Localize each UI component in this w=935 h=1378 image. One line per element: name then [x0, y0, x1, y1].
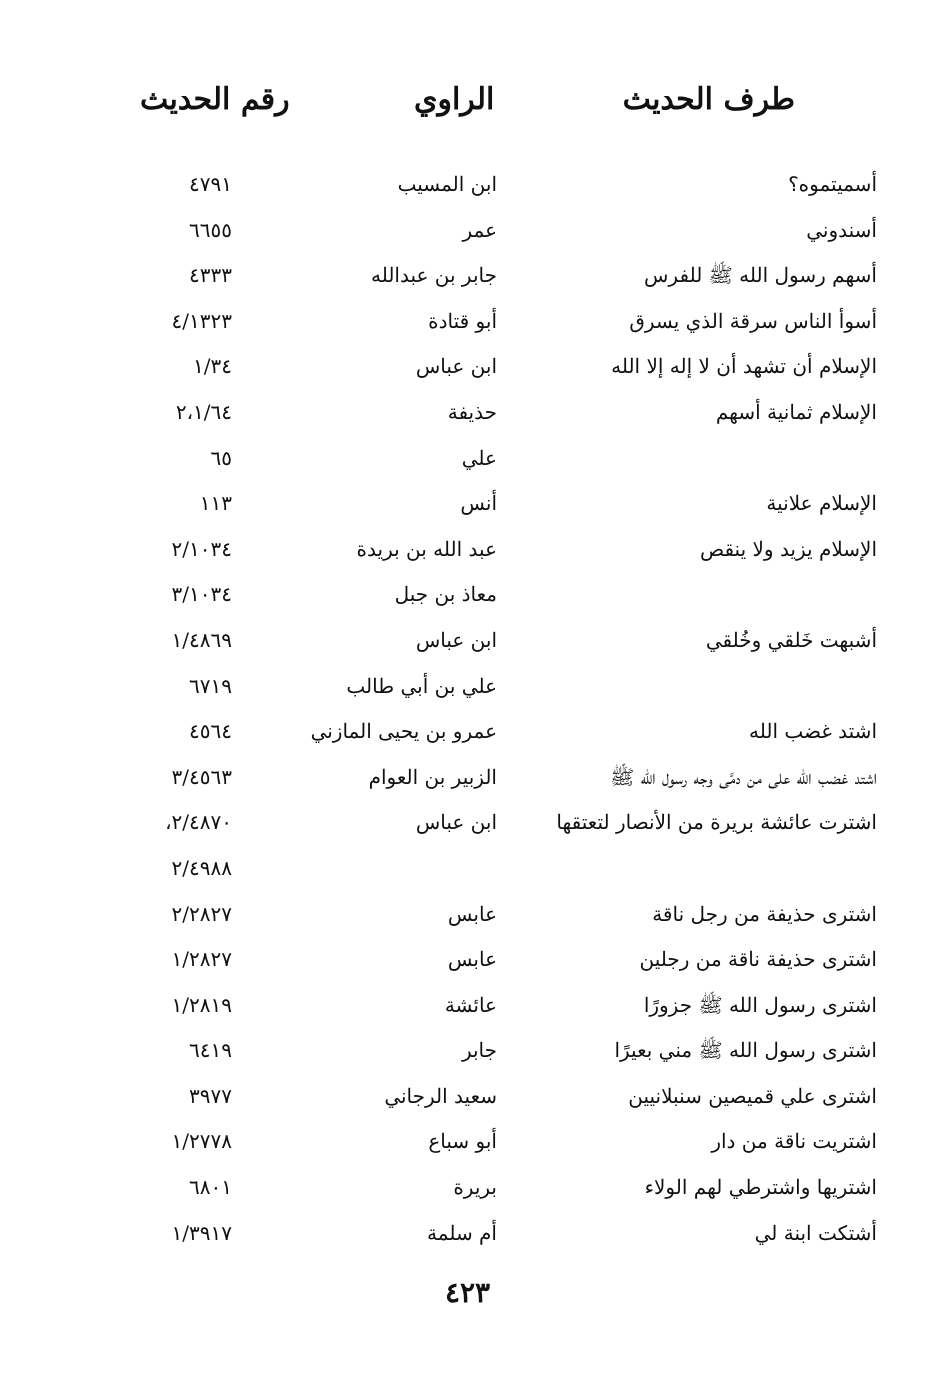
narrator: جابر [461, 1038, 497, 1063]
table-row [0, 984, 935, 1030]
table-header [0, 82, 935, 132]
hadith-text: الإسلام علانية [766, 491, 877, 516]
header-hadith-text: طرف الحديث [622, 82, 795, 117]
table-row [0, 163, 935, 209]
hadith-number: ١/٤٨٦٩ [171, 627, 232, 652]
narrator: علي بن أبي طالب [346, 673, 497, 698]
narrator: أبو قتادة [428, 308, 497, 333]
narrator: جابر بن عبدالله [370, 263, 497, 288]
narrator: ابن عباس [415, 354, 497, 379]
hadith-text: أسوأ الناس سرقة الذي يسرق [629, 308, 877, 333]
hadith-number: ٦٥ [210, 445, 232, 470]
narrator: الزبير بن العوام [368, 764, 497, 789]
hadith-text: اشتريها واشترطي لهم الولاء [644, 1175, 877, 1200]
hadith-text: اشترى حذيفة من رجل ناقة [652, 901, 877, 926]
page-number: ٤٢٣ [444, 1276, 491, 1309]
table-row [0, 437, 935, 483]
hadith-number: ١١٣ [199, 491, 232, 516]
table-row [0, 528, 935, 574]
hadith-text: الإسلام يزيد ولا ينقص [699, 536, 877, 561]
table-row [0, 1120, 935, 1166]
hadith-number: ٤٣٣٣ [189, 263, 232, 288]
narrator: عمر [462, 217, 497, 242]
hadith-number: ٦٦٥٥ [189, 217, 232, 242]
hadith-number: ٤٥٦٤ [189, 719, 232, 744]
hadith-number: ٦٧١٩ [189, 673, 232, 698]
table-row [0, 1029, 935, 1075]
index-table [0, 163, 935, 1257]
hadith-number: ٣/٤٥٦٣ [171, 764, 232, 789]
narrator: سعيد الرجاني [384, 1083, 497, 1108]
table-row [0, 619, 935, 665]
hadith-text: اشترى رسول الله ﷺ مني بعيرًا [614, 1038, 877, 1063]
hadith-text: اشترت عائشة بريرة من الأنصار لتعتقها [556, 810, 877, 835]
table-row [0, 254, 935, 300]
table-row [0, 391, 935, 437]
hadith-number: ٢/٤٨٧٠، [165, 810, 232, 835]
narrator: عمرو بن يحيى المازني [310, 719, 497, 744]
hadith-number: ٣/١٠٣٤ [171, 582, 232, 607]
table-row [0, 847, 935, 893]
table-row [0, 1075, 935, 1121]
narrator: عائشة [444, 992, 497, 1017]
hadith-text: أسميتموه؟ [788, 172, 877, 196]
hadith-text: أشبهت خَلقي وخُلقي [705, 627, 877, 652]
table-row [0, 345, 935, 391]
narrator: أم سلمة [427, 1220, 497, 1245]
table-row [0, 482, 935, 528]
hadith-text: أسهم رسول الله ﷺ للفرس [644, 263, 877, 288]
narrator: أنس [460, 491, 497, 516]
hadith-number: ٦٤١٩ [189, 1038, 232, 1063]
narrator: ابن عباس [415, 627, 497, 652]
narrator: معاذ بن جبل [394, 582, 497, 607]
hadith-number: ٤/١٣٢٣ [171, 308, 232, 333]
hadith-number: ١/٢٨٢٧ [171, 947, 232, 972]
hadith-number: ١/٢٧٧٨ [171, 1129, 232, 1154]
hadith-number: ٦٨٠١ [189, 1175, 232, 1200]
hadith-text: اشتد غضب الله [749, 719, 877, 744]
hadith-number: ٣٩٧٧ [189, 1083, 232, 1108]
table-row [0, 801, 935, 847]
table-row [0, 1166, 935, 1212]
header-narrator: الراوي [414, 82, 495, 117]
narrator: حذيفة [447, 399, 497, 424]
hadith-number: ١/٣٤ [193, 354, 232, 379]
hadith-number: ٢/٢٨٢٧ [171, 901, 232, 926]
hadith-text: اشتريت ناقة من دار [711, 1129, 877, 1154]
narrator: عبد الله بن بريدة [356, 536, 497, 561]
hadith-number: ٢/١٠٣٤ [171, 536, 232, 561]
narrator: بريرة [453, 1175, 497, 1200]
narrator: ابن المسيب [397, 172, 497, 196]
hadith-text: أشتكت ابنة لي [754, 1220, 877, 1245]
hadith-number: ١/٢٨١٩ [171, 992, 232, 1017]
hadith-number: ٢/٤٩٨٨ [171, 855, 232, 880]
hadith-text: الإسلام ثمانية أسهم [715, 399, 877, 424]
table-row [0, 893, 935, 939]
hadith-text: اشتد غضب الله على من دمَّى وجه رسول الله ﷺ [610, 764, 877, 789]
narrator: أبو سباع [428, 1129, 497, 1154]
table-row [0, 300, 935, 346]
header-hadith-number: رقم الحديث [140, 82, 290, 117]
table-row [0, 665, 935, 711]
table-row [0, 938, 935, 984]
hadith-number: ٢،١/٦٤ [175, 399, 232, 424]
hadith-text: اشترى حذيفة ناقة من رجلين [639, 947, 877, 972]
hadith-text: الإسلام أن تشهد أن لا إله إلا الله [611, 354, 877, 379]
narrator: ابن عباس [415, 810, 497, 835]
table-row [0, 209, 935, 255]
narrator: عابس [447, 901, 497, 926]
table-row [0, 1212, 935, 1258]
hadith-text: اشترى رسول الله ﷺ جزورًا [643, 992, 877, 1017]
table-row [0, 756, 935, 802]
table-row [0, 573, 935, 619]
hadith-number: ١/٣٩١٧ [171, 1220, 232, 1245]
hadith-text: أسندوني [806, 217, 877, 242]
table-row [0, 710, 935, 756]
narrator: عابس [447, 947, 497, 972]
hadith-number: ٤٧٩١ [189, 172, 232, 196]
narrator: علي [461, 445, 497, 470]
hadith-text: اشترى علي قميصين سنبلانيين [628, 1083, 877, 1108]
